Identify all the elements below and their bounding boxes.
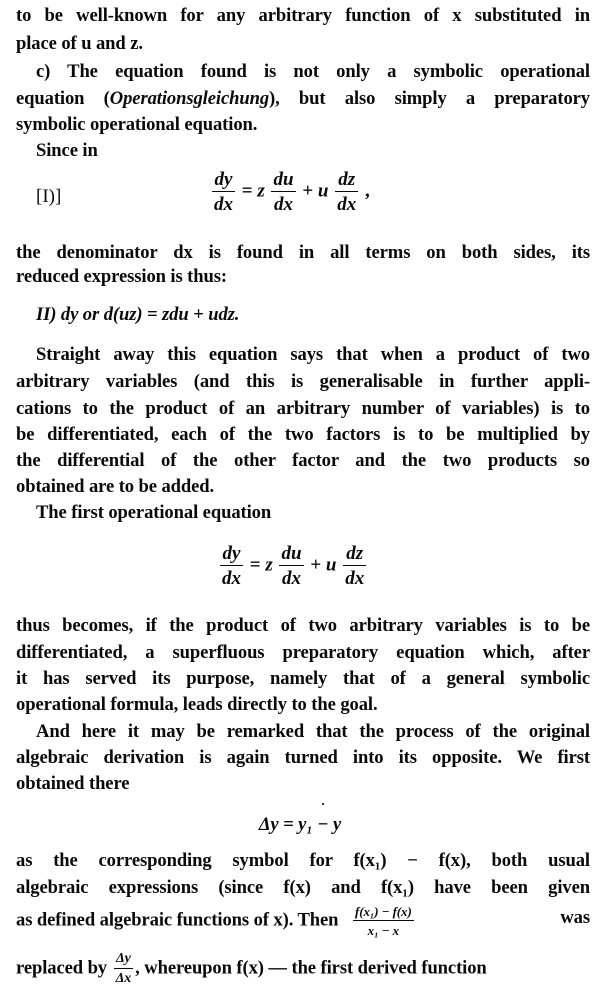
text-line: The first operational equation: [36, 502, 272, 523]
fraction: $\frac{\Delta y}{\Delta x}$: [115, 951, 132, 986]
text-line: Since in: [36, 140, 98, 161]
text-line: operational formula, leads directly to the goal.: [16, 694, 378, 715]
text-line: to be well-known for any arbitrary function of x substituted in: [16, 5, 590, 26]
text-line: reduced expression is thus:: [16, 266, 227, 287]
equation-1: $\frac{dy}{dx}$ = z $\frac{du}{dx}$ + u $\frac{dz}{dx}$ ,: [214, 169, 370, 215]
text-line: the denominator dx is found in all terms on both sides, its: [16, 242, 590, 263]
text-line: c) The equation found is not only a symbolic operational: [36, 61, 590, 82]
text-line: the differential of the other factor and the two products so: [16, 450, 590, 471]
text-line: cations to the product of an arbitrary number of variables) is to: [16, 398, 590, 419]
equation-4: Δy = y₁ − y: [258, 814, 342, 835]
fraction: $\frac{dy}{dx}$: [214, 169, 233, 215]
text-line: [16, 905, 590, 937]
text-line: And here it may be remarked that the process of the original: [36, 721, 590, 742]
fraction: $\frac{dz}{dx}$: [337, 169, 357, 215]
fraction: $\frac{dz}{dx}$: [345, 543, 365, 589]
text-line: algebraic derivation is again turned into its opposite. We first: [16, 747, 590, 768]
fraction: $\frac{du}{dx}$: [273, 169, 294, 215]
text-line: [16, 952, 590, 986]
text-line: arbitrary variables (and this is generalisable in further appli-: [16, 371, 590, 392]
fraction: $\frac{du}{dx}$: [281, 543, 302, 589]
text-line: [16, 86, 590, 112]
equation-2: II) dy or d(uz) = zdu + udz.: [36, 304, 240, 325]
fraction: $\frac{\text{f(x₁) − f(x)}}{\text{x₁ − x}}$: [354, 904, 412, 938]
text-line: symbolic operational equation.: [16, 114, 258, 135]
text-line: as the corresponding symbol for f(x₁) − f(x), both usual: [16, 850, 590, 871]
text-fragment: equation (: [16, 88, 110, 109]
text-fragment: ), but also simply a preparatory: [269, 88, 590, 109]
text-fragment: , whereupon f(x) — the first derived function: [135, 957, 487, 979]
speck: [322, 803, 324, 805]
text-line: Straight away this equation says that when a product of two: [36, 344, 590, 365]
text-line: algebraic expressions (since f(x) and f(x₁) have been given: [16, 877, 590, 898]
text-line: obtained there: [16, 773, 130, 794]
text-fragment: as defined algebraic functions of x). Then: [16, 909, 339, 931]
text-line: it has served its purpose, namely that of a general symbolic: [16, 668, 590, 689]
text-line: be differentiated, each of the two factors is to be multiplied by: [16, 424, 590, 445]
equation-3: $\frac{dy}{dx}$ = z $\frac{du}{dx}$ + u $\frac{dz}{dx}$: [222, 543, 365, 589]
text-line: thus becomes, if the product of two arbitrary variables is to be: [16, 615, 590, 636]
text-line: place of u and z.: [16, 33, 143, 54]
german-term: Operationsgleichung: [109, 88, 270, 109]
text-line: differentiated, a superfluous preparatory equation which, after: [16, 642, 590, 663]
fraction: $\frac{dy}{dx}$: [222, 543, 241, 589]
text-line: obtained are to be added.: [16, 476, 215, 497]
equation-label: [I)]: [36, 186, 62, 207]
text-fragment: replaced by: [16, 957, 108, 979]
text-fragment: was: [560, 907, 590, 928]
